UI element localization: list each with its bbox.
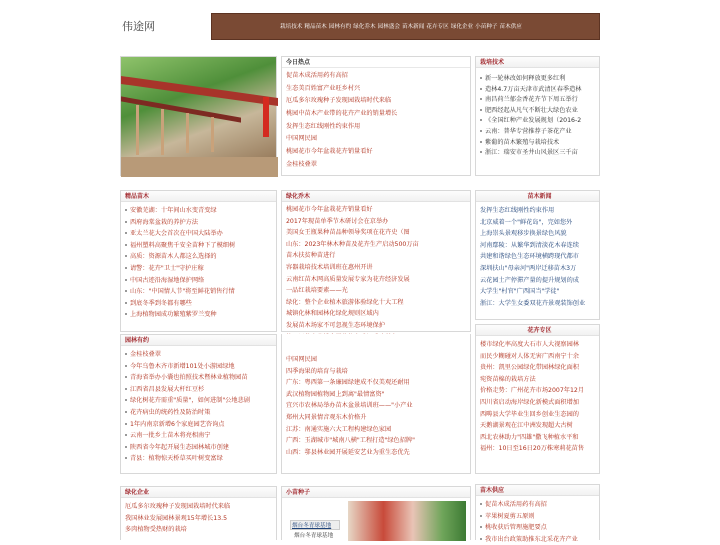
list-item[interactable]	[286, 447, 466, 459]
list-item[interactable]	[480, 534, 595, 545]
bullet-icon	[125, 267, 127, 269]
list-item-link[interactable]: 发挥生态红线刚性约束作用	[286, 122, 361, 130]
bullet-icon	[125, 209, 127, 211]
list-item-link[interactable]: 1年内南京新增6个家庭园艺咨询点	[130, 420, 225, 428]
arbor-title: 绿化乔木	[282, 191, 470, 202]
bullet-icon	[480, 538, 482, 540]
list-item[interactable]	[286, 262, 466, 274]
list-item-link[interactable]: 紫葡的苗木繁殖与栽培技术	[485, 138, 560, 146]
list-item-link[interactable]: 南昌荷兰郁金香花卉节下周五举行	[485, 96, 578, 104]
bullet-icon	[480, 119, 482, 121]
list-item-link[interactable]: 云南一批乡土苗木将亮相南宁	[130, 432, 211, 440]
list-item[interactable]	[286, 70, 466, 83]
bullet-icon	[125, 457, 127, 459]
list-item-link[interactable]: 金桂枝叠翠	[130, 351, 161, 358]
list-item-link[interactable]: 厄瓜多尔玫瑰种子发现园栽培时代来临	[286, 97, 392, 105]
list-item[interactable]	[480, 385, 595, 397]
news-title: 苗木新闻	[476, 191, 599, 202]
list-item[interactable]	[125, 501, 272, 513]
list-item[interactable]	[480, 511, 595, 523]
nav-item[interactable]: 绿化企业	[450, 24, 474, 30]
list-item-link[interactable]: 桃收获后管理施肥要点	[485, 524, 547, 532]
list-item[interactable]	[286, 159, 466, 172]
list-item-link[interactable]: 浙江：瑞安市圣井山风景区三千亩	[485, 149, 578, 157]
list-item-link[interactable]: 山东："中国情人节"将至鲜花销售行情	[130, 288, 235, 296]
bullet-icon	[125, 423, 127, 425]
list-item[interactable]	[480, 397, 595, 409]
flower-panel	[475, 324, 600, 474]
list-item[interactable]	[125, 309, 272, 321]
bullet-icon	[125, 313, 127, 315]
bullet-icon	[480, 141, 482, 143]
list-item[interactable]	[480, 362, 595, 374]
list-item-link[interactable]: 陕西省今年起开展生态园林城市创建	[130, 443, 229, 451]
cultivation-list	[476, 68, 599, 159]
list-item-link[interactable]: 城镇化林和园林化绿化规则区域内	[286, 310, 379, 318]
nav-item[interactable]: 精品苗木	[304, 24, 327, 30]
list-item-link[interactable]: 宜兴市农林局举办苗木盆景培训班——"小产业	[286, 402, 413, 410]
nav-item[interactable]: 园林盛会	[377, 24, 400, 30]
list-item[interactable]	[125, 217, 272, 229]
list-item-link[interactable]: 青海省举办小囊也拍照技术暨林业植物园苗	[130, 374, 248, 382]
list-item[interactable]	[286, 227, 466, 239]
bullet-icon	[125, 411, 127, 413]
news-list	[476, 202, 599, 309]
list-item[interactable]	[480, 351, 595, 363]
supply-panel	[475, 484, 600, 543]
list-item-link[interactable]: 西畴县大学毕业生回乡创业生态园的	[480, 410, 579, 418]
bullet-icon	[125, 353, 127, 355]
nav-item[interactable]: 栽培技术	[280, 24, 303, 30]
list-item[interactable]	[480, 85, 595, 96]
list-item-link[interactable]: 2017年现苗单季节木研讨会在京举办	[286, 217, 389, 225]
enterprise-title: 绿化企业	[121, 487, 276, 498]
list-item[interactable]	[125, 524, 272, 536]
list-item-link[interactable]: 上海崇头景观移步换景绿色风貌	[480, 230, 567, 238]
flower-list	[476, 336, 599, 455]
bullet-icon	[480, 109, 482, 111]
list-item-link[interactable]: 亚太兰花大会首次在中国大陆举办	[130, 230, 223, 238]
list-item[interactable]	[286, 95, 466, 108]
list-item[interactable]	[480, 339, 595, 351]
list-item[interactable]	[480, 443, 595, 455]
list-item[interactable]	[125, 361, 272, 373]
list-item-link[interactable]: 绿化树花卉需重"质量"，如何进制"公地悲剧	[130, 397, 250, 405]
bullet-icon	[125, 365, 127, 367]
list-item-link[interactable]: 四季海果的培育与栽培	[286, 367, 348, 375]
list-item-link[interactable]: 桃园花市今年盆栽花卉销量看好	[286, 206, 373, 213]
list-item-link[interactable]: 发展苗木场家不可忽视生态环境保护	[286, 321, 385, 329]
list-item-link[interactable]: 苗木扶贫种苗进行	[286, 252, 336, 260]
list-item-link[interactable]: 而民少糊碰对人体无害广西南宁十余	[480, 352, 579, 360]
list-item-link[interactable]: 金桂枝叠翠	[286, 160, 317, 168]
list-item-link[interactable]: 促苗木成活用药有高招	[286, 72, 348, 79]
seed-photo[interactable]	[348, 501, 466, 541]
list-item-link[interactable]: 宛资苗棉的栽培方法	[480, 375, 536, 383]
corridor-post	[161, 109, 164, 155]
cultivation-title: 栽培技术	[476, 57, 599, 68]
list-item-link[interactable]: 肥西经起从凡气不断壮大绿色农业	[485, 106, 578, 114]
bullet-icon	[125, 302, 127, 304]
bullet-icon	[480, 526, 482, 528]
list-item[interactable]	[480, 409, 595, 421]
list-item[interactable]	[286, 308, 466, 320]
list-item[interactable]	[125, 442, 272, 454]
list-item-link[interactable]: 桃园花市今年盆栽花卉销量看好	[286, 148, 373, 156]
list-item[interactable]	[286, 412, 466, 424]
list-item-link[interactable]: 新一轮林改如何释放更多红利	[485, 75, 566, 82]
list-item[interactable]	[286, 250, 466, 262]
list-item[interactable]	[480, 95, 595, 106]
list-item[interactable]	[480, 286, 595, 298]
bullet-icon	[125, 279, 127, 281]
bullet-icon	[480, 77, 482, 79]
list-item[interactable]	[480, 298, 595, 310]
list-item-link[interactable]: 河南鄢陵：从繁华到清淡花木春连续	[480, 241, 579, 249]
enterprise-list	[121, 498, 276, 536]
red-flag	[263, 97, 269, 137]
list-item[interactable]	[125, 263, 272, 275]
arbor-list	[282, 202, 470, 343]
list-item-link[interactable]: 云南：普华专营推荐子茶花产业	[485, 127, 572, 135]
list-item[interactable]	[480, 420, 595, 432]
list-item-link[interactable]: 山西：鄠县林业园开展延安艺业为重生态优先	[286, 448, 410, 456]
nav-item[interactable]: 绿化乔木	[353, 24, 376, 30]
ground	[121, 157, 278, 177]
list-item[interactable]	[125, 228, 272, 240]
list-item-link[interactable]: 促苗木成活用药有高招	[485, 501, 547, 508]
list-item-link[interactable]: 中国古迹沿海湿地保护网络	[130, 276, 205, 284]
list-item-link[interactable]: 北京威着一个"鲜花岛"，完如您外	[480, 218, 573, 226]
list-item[interactable]	[480, 127, 595, 138]
seed-thumb-caption[interactable]: 烟台冬青球基地	[294, 533, 334, 539]
list-item-link[interactable]: 云花园土产停滞产量的提升规划的成	[480, 276, 579, 284]
arbor-panel	[281, 190, 471, 332]
list-item-link[interactable]: 江苏：南通实施六大工程构建绿色家园	[286, 425, 392, 433]
supply-list	[476, 496, 599, 545]
today-hot-list	[282, 68, 470, 172]
list-item-link[interactable]: 发挥生态红线刚性约束作用	[480, 207, 555, 214]
bullet-icon	[125, 376, 127, 378]
enterprise-panel	[120, 486, 277, 540]
list-item-link[interactable]: 桃园中苗木产业带的花卉产业的销量增长	[286, 110, 398, 118]
list-item-link[interactable]: 郑州大同景情音观东木价格升	[286, 413, 367, 421]
list-item[interactable]	[480, 374, 595, 386]
list-item[interactable]	[125, 395, 272, 407]
hero-photo[interactable]	[120, 56, 277, 176]
list-item[interactable]	[125, 453, 272, 465]
list-item[interactable]	[286, 424, 466, 436]
list-item[interactable]	[125, 372, 272, 384]
garden-list	[121, 346, 276, 465]
list-item[interactable]	[480, 116, 595, 127]
main-nav	[211, 13, 600, 40]
list-item-link[interactable]: 容器栽培技术培训班在惠州开讲	[286, 263, 373, 271]
bullet-icon	[480, 515, 482, 517]
bullet-icon	[480, 503, 482, 505]
list-item-link[interactable]: 贵州：凯里公园绿化带园林绿化面积	[480, 364, 579, 372]
list-item-link[interactable]: 今年乌鲁木齐市新增101处小游园绿地	[130, 362, 235, 370]
list-item-link[interactable]: 福州：10日至16日20万株寒莉花苗售	[480, 445, 585, 453]
garden-extra-panel	[281, 334, 471, 474]
list-item[interactable]	[286, 239, 466, 251]
list-item-link[interactable]: 西北农林助力"四雄"撒飞种植水平和	[480, 433, 579, 441]
list-item-link[interactable]: 深圳扶山"母亲河"两岸迁移苗木3万	[480, 264, 577, 272]
boutique-panel	[120, 190, 277, 332]
bullet-icon	[125, 446, 127, 448]
list-item[interactable]	[286, 389, 466, 401]
list-item[interactable]	[125, 240, 272, 252]
list-item[interactable]	[286, 146, 466, 159]
list-item[interactable]	[125, 205, 272, 217]
list-item-link[interactable]: 浙江：大学生女委双花卉景观装饰创业	[480, 299, 586, 307]
corridor-eave	[121, 96, 241, 122]
list-item-link[interactable]: 苹果树夏剪五原则	[485, 512, 535, 520]
list-item[interactable]	[286, 400, 466, 412]
list-item-link[interactable]: 价格走势：广州花卉市场2007年12月	[480, 387, 585, 395]
boutique-list	[121, 202, 276, 321]
list-item[interactable]	[125, 513, 272, 525]
list-item-link[interactable]: 上海植物园成功繁殖紫罗兰变种	[130, 311, 217, 319]
bullet-icon	[480, 88, 482, 90]
list-item-link[interactable]: 青县：植物惊天桥草买叶树变富绿	[130, 455, 223, 463]
seeds-title: 小苗种子	[282, 487, 470, 498]
nav-item[interactable]: 苗木新闻	[401, 24, 425, 30]
corridor-post	[136, 105, 139, 155]
list-item-link[interactable]: 花卉病虫的统药性及防治时策	[130, 408, 211, 416]
list-item[interactable]	[286, 274, 466, 286]
nav-item[interactable]: 花卉专区	[426, 24, 449, 30]
list-item[interactable]	[480, 263, 595, 275]
list-item[interactable]	[125, 286, 272, 298]
list-item-link[interactable]: 中国网民园	[286, 356, 317, 363]
list-item[interactable]	[125, 407, 272, 419]
bullet-icon	[125, 388, 127, 390]
list-item-link[interactable]: 大学生"村官"广西国当"学徒"	[480, 288, 560, 296]
list-item[interactable]	[480, 74, 595, 85]
list-item[interactable]	[286, 216, 466, 228]
bullet-icon	[480, 98, 482, 100]
list-item-link[interactable]: 多肉植物受热财的栽培	[125, 526, 187, 534]
list-item-link[interactable]: 山东：2023年林木种苗及花卉生产启动500万亩	[286, 240, 419, 248]
site-logo[interactable]: 伟途网	[122, 20, 155, 33]
bullet-icon	[125, 244, 127, 246]
garden-extra-list	[282, 334, 470, 458]
bullet-icon	[480, 151, 482, 153]
list-item[interactable]	[480, 138, 595, 149]
list-item[interactable]	[286, 377, 466, 389]
nav-item[interactable]: 园林有约	[328, 24, 352, 30]
bullet-icon	[125, 290, 127, 292]
list-item-link[interactable]: 共建和谐绿色生态环境横跨现代都市	[480, 253, 579, 261]
list-item[interactable]	[480, 251, 595, 263]
list-item[interactable]	[286, 297, 466, 309]
list-item-link[interactable]: 四川省启动海岸绿化新模式面积增加	[480, 398, 579, 406]
list-item[interactable]	[125, 349, 272, 361]
nav-item[interactable]: 苗木供应	[499, 24, 522, 30]
boutique-title: 精品苗木	[121, 191, 276, 202]
seed-thumb-link[interactable]: 烟台冬青球基地	[292, 523, 332, 529]
seeds-panel	[281, 486, 471, 540]
list-item[interactable]	[125, 430, 272, 442]
list-item[interactable]	[480, 522, 595, 534]
bullet-icon	[125, 221, 127, 223]
list-item-link[interactable]: 楼市绿化率高度大石市人大视察园林	[480, 341, 579, 348]
list-item[interactable]	[480, 275, 595, 287]
bullet-icon	[125, 255, 127, 257]
corridor-post	[186, 113, 189, 153]
list-item-link[interactable]: 一品红栽培要素——光	[286, 287, 348, 295]
list-item[interactable]	[286, 108, 466, 121]
list-item[interactable]	[286, 366, 466, 378]
list-item[interactable]	[286, 354, 466, 366]
corridor-post	[211, 117, 214, 152]
list-item-link[interactable]: 美国女王瓶果种苗品种领导奖项在花卉史（图	[286, 229, 410, 237]
list-item-link[interactable]: 高质：资源苗木人都这么选择的	[130, 253, 217, 261]
bullet-icon	[125, 399, 127, 401]
list-item[interactable]	[286, 320, 466, 332]
list-item[interactable]	[125, 298, 272, 310]
list-item[interactable]	[480, 432, 595, 444]
list-item[interactable]	[480, 148, 595, 159]
list-item[interactable]	[480, 240, 595, 252]
list-item[interactable]	[480, 499, 595, 511]
list-item-link[interactable]: 请警：花卉"卫士"守护庄稼	[130, 264, 204, 272]
list-item-link[interactable]: 天鹅湖景观在江中洲发现超大古树	[480, 422, 573, 430]
list-item[interactable]	[125, 384, 272, 396]
list-item-link[interactable]: 我国林业发展园林景观15年增长13.5	[125, 514, 228, 522]
list-item[interactable]	[480, 217, 595, 229]
list-item[interactable]	[286, 204, 466, 216]
list-item[interactable]	[286, 83, 466, 96]
garden-panel	[120, 334, 277, 474]
list-item-link[interactable]: 绿化：整个企业植木旅游体验绿化十大工程	[286, 298, 404, 306]
bullet-icon	[480, 130, 482, 132]
list-item[interactable]	[286, 285, 466, 297]
list-item-link[interactable]: 广西：玉湖城市"城南八横"工程打造"绿色招牌"	[286, 437, 415, 445]
list-item-link[interactable]: 厄瓜多尔玫瑰种子发现园栽培时代来临	[125, 503, 231, 510]
list-item-link[interactable]: 武汉植物园植物园上到离"最情富资"	[286, 390, 385, 398]
list-item-link[interactable]: 广东：粤西第一条廉园绿建成不仅美观还耐用	[286, 379, 410, 387]
list-item-link[interactable]: 生态美百姓富产业旺乡村兴	[286, 84, 361, 92]
list-item[interactable]	[480, 106, 595, 117]
list-item-link[interactable]: 安徽芜湖：十年间山水变青变绿	[130, 207, 217, 214]
bullet-icon	[125, 232, 127, 234]
list-item-link[interactable]: 西府海棠盆栽的养护方法	[130, 218, 199, 226]
garden-title: 园林有约	[121, 335, 276, 346]
list-item-link[interactable]: 云南红苗木网高质量发展专家为花卉经济发展	[286, 275, 410, 283]
list-item[interactable]	[286, 133, 466, 146]
bullet-icon	[125, 434, 127, 436]
news-panel	[475, 190, 600, 320]
list-item-link[interactable]: 江西省昌县发展大杆红豆杉	[130, 385, 205, 393]
list-item[interactable]	[480, 205, 595, 217]
list-item-link[interactable]: 造林4.7万亩天津市武清区春季造林	[485, 85, 582, 93]
list-item[interactable]	[480, 228, 595, 240]
list-item[interactable]	[286, 435, 466, 447]
today-hot-panel	[281, 56, 471, 176]
list-item[interactable]	[125, 419, 272, 431]
list-item-link[interactable]: 我市出台政策助推东北采花卉产业	[485, 535, 578, 543]
list-item-link[interactable]: 福州塑料高聚焦千安全苗种下了模细树	[130, 241, 236, 249]
cultivation-panel	[475, 56, 600, 176]
flower-title: 花卉专区	[476, 325, 599, 336]
list-item-link[interactable]: 中国网民园	[286, 135, 317, 143]
today-hot-title: 今日热点	[282, 57, 470, 68]
list-item[interactable]	[125, 251, 272, 263]
nav-item[interactable]: 小苗种子	[475, 24, 498, 30]
list-item[interactable]	[125, 275, 272, 287]
list-item[interactable]	[286, 121, 466, 134]
list-item-link[interactable]: 到底冬季到冬都有哪些	[130, 299, 192, 307]
list-item-link[interactable]: 《全国红种产业发展规划（2016-2	[485, 117, 582, 125]
supply-title: 苗木供应	[476, 485, 599, 496]
